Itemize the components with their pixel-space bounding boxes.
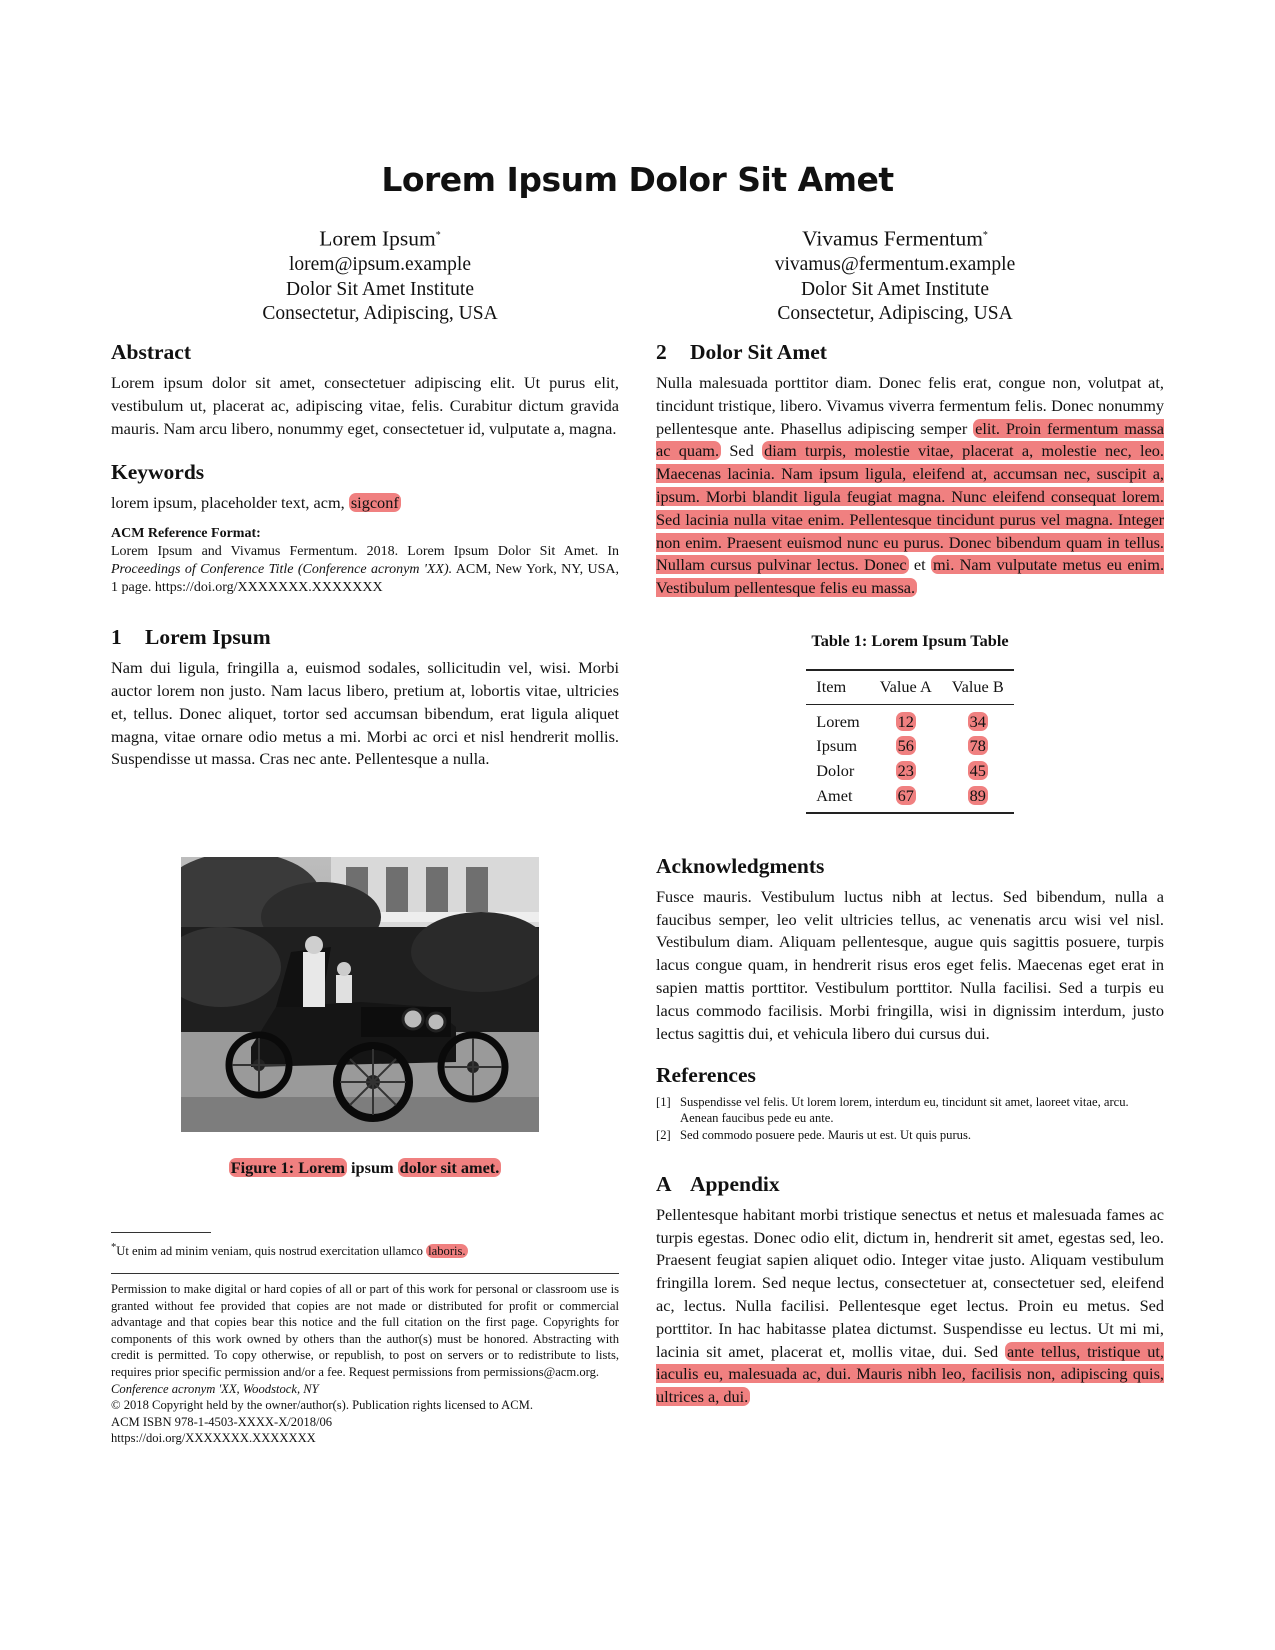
acm-ref-part: ACM, New York, NY, USA, 1 page. https://doi.org/XXXXXXX.XXXXXXX [111, 562, 619, 596]
figure-caption [111, 1157, 619, 1179]
table-header: Value A [879, 676, 932, 696]
acm-ref-heading: ACM Reference Format: [111, 526, 261, 542]
author-name: Vivamus Fermentum [802, 226, 983, 251]
section-2-heading [656, 338, 1164, 366]
author-block-2 [645, 224, 1145, 327]
right-column [656, 338, 1164, 1409]
keywords-list: lorem ipsum, placeholder text, acm, [111, 493, 345, 513]
footnote-text: Ut enim ad minim veniam, quis nostrud exercitation ullamco [116, 1244, 423, 1259]
author-institution: Dolor Sit Amet Institute [286, 278, 474, 300]
author-block-1 [130, 224, 630, 327]
table-cell: Amet [816, 785, 853, 805]
permission-rule [111, 1273, 619, 1274]
appendix-text [656, 1204, 1164, 1409]
table-cell-value: 89 [969, 785, 986, 805]
section-1-text: Nam dui ligula, fringilla a, euismod sodales, sollicitudin vel, wisi. Morbi auctor lorem non justo. Nam lacus libero, pretium at, lobortis vitae, ultricies et, tellus. Donec aliquet, tortor sed accumsan bibendum, erat ligula aliquet magna, vitae ornare odio metus a mi. Morbi ac orci et nisl hendrerit mollis. Suspendisse ut massa. Cras nec ante. Pellentesque a nulla. [111, 658, 619, 769]
table-cell: Ipsum [816, 736, 857, 756]
left-column [111, 338, 619, 771]
section-title: Dolor Sit Amet [690, 340, 827, 364]
table-row [806, 784, 1013, 813]
author-location: Consectetur, Adipiscing, USA [777, 303, 1013, 324]
caption-part-highlight: Figure 1: Lorem [230, 1158, 345, 1177]
table-cell-value: 78 [969, 736, 986, 756]
copyright-line: © 2018 Copyright held by the owner/author(s). Publication rights licensed to ACM. [111, 1398, 533, 1413]
author-mark: * [435, 230, 441, 241]
section-number: 1 [111, 625, 122, 650]
table-row [806, 704, 1013, 734]
table-row [806, 759, 1013, 784]
table-caption: Table 1: Lorem Ipsum Table [811, 630, 1009, 650]
footnote-highlight: laboris. [428, 1244, 466, 1259]
section-1-heading [111, 623, 619, 651]
acm-ref-part: Lorem Ipsum and Vivamus Fermentum. 2018. Lorem Ipsum Dolor Sit Amet. In [111, 544, 619, 560]
section-title: Appendix [690, 1171, 780, 1196]
data-table [806, 669, 1013, 814]
author-email: vivamus@fermentum.example [774, 254, 1016, 275]
abstract-heading: Abstract [111, 340, 192, 364]
acknowledgments-heading: Acknowledgments [656, 853, 825, 878]
author-mark: * [982, 230, 988, 241]
table-cell-value: 34 [969, 711, 986, 731]
reference-number: [2] [656, 1128, 671, 1143]
caption-part-highlight: dolor sit amet. [399, 1158, 500, 1177]
highlight-part: ante tellus, tristique ut, iaculis eu, malesuada ac, dui. Mauris nibh leo, facilisis non, adipiscing quis, ultrices a, dui. [656, 1341, 1164, 1407]
table-cell: Dolor [816, 761, 855, 781]
author-email: lorem@ipsum.example [288, 254, 472, 275]
reference-number: [1] [656, 1095, 671, 1110]
reference-item [656, 1128, 1164, 1144]
keywords-text [111, 492, 619, 515]
table-cell-value: 45 [969, 761, 986, 781]
doi-line: https://doi.org/XXXXXXX.XXXXXXX [111, 1431, 316, 1446]
appendix-heading [656, 1170, 1164, 1198]
text-part: Sed [729, 441, 754, 461]
section-2-text [656, 372, 1164, 600]
references-heading: References [656, 1063, 756, 1088]
abstract-text: Lorem ipsum dolor sit amet, consectetuer adipiscing elit. Ut purus elit, vestibulum ut, placerat ac, adipiscing vitae, felis. Curabitur dictum gravida mauris. Nam arcu libero, nonummy eget, consectetuer id, vulputate a, magna. [111, 373, 619, 438]
permission-text: Permission to make digital or hard copies of all or part of this work for personal or classroom use is granted without fee provided that copies are not made or distributed for profit or commercial advantage and that copies bear this notice and the full citation on the first page. Copyrights for components of this work owned by others than the author(s) must be honored. Abstracting with credit is permitted. To copy otherwise, or republish, to post on servers or to redistribute to lists, requires prior specific permission and/or a fee. Request permissions from permissions@acm.org. [111, 1282, 619, 1379]
table-header: Value B [951, 676, 1004, 696]
acm-ref-text [111, 543, 619, 597]
table-cell: Lorem [816, 711, 860, 731]
section-number: 2 [656, 340, 667, 364]
table-cell-value: 56 [897, 736, 914, 756]
author-name: Lorem Ipsum [319, 226, 436, 251]
isbn-line: ACM ISBN 978-1-4503-XXXX-X/2018/06 [111, 1414, 333, 1429]
reference-text: Sed commodo posuere pede. Mauris ut est. Ut quis purus. [680, 1128, 972, 1143]
acknowledgments-text: Fusce mauris. Vestibulum luctus nibh at lectus. Sed bibendum, nulla a faucibus semper, leo velit ultricies tellus, ac venenatis arcu wisi vel nisl. Vestibulum diam. Aliquam pellentesque, augue quis sagittis posuere, turpis lacus congue quam, in hendrerit risus eros eget felis. Maecenas eget erat in sapien mattis porttitor. Vestibulum porttitor. Nulla facilisi. Sed a turpis eu lacus commodo facilisis. Morbi fringilla, wisi in dignissim interdum, justo lectus sagittis dui, et vehicula libero dui cursus dui. [656, 886, 1164, 1043]
reference-text: Suspendisse vel felis. Ut lorem lorem, interdum eu, tincidunt sit amet, laoreet vitae, arcu. Aenean faucibus pede eu ante. [680, 1095, 1129, 1125]
author-location: Consectetur, Adipiscing, USA [262, 303, 498, 324]
text-part: Pellentesque habitant morbi tristique senectus et netus et malesuada fames ac turpis egestas. Donec odio elit, dictum in, hendrerit sit amet, egestas sed, leo. Praesent feugiat sapien aliquet odio. Integer vitae justo. Aliquam vestibulum fringilla lorem. Sed neque lectus, consectetuer at, consectetuer sed, eleifend ac, lectus. Nulla facilisi. Pellentesque eget lectus. Proin eu metus. Sed porttitor. In hac habitasse platea dictumst. Suspendisse eu lectus. Ut mi mi, lacinia sit amet, placerat et, mollis vitae, dui. Sed [656, 1204, 1164, 1361]
figure-photo [181, 857, 539, 1132]
table-cell-value: 67 [897, 785, 914, 805]
table-header-row [806, 670, 1013, 704]
author-institution: Dolor Sit Amet Institute [801, 278, 989, 300]
table-row [806, 734, 1013, 759]
table-cell-value: 12 [897, 711, 914, 731]
text-part: et [913, 555, 926, 575]
highlight-part: mi. Nam vulputate metus eu enim. Vestibulum pellentesque felis eu massa. [656, 555, 1165, 598]
section-title: Lorem Ipsum [145, 625, 271, 650]
keyword-highlight: sigconf [350, 493, 399, 513]
keywords-heading: Keywords [111, 460, 205, 485]
footnote-mark: * [111, 1242, 117, 1253]
reference-item [656, 1095, 1164, 1126]
footnote [111, 1240, 619, 1260]
conference-line: Conference acronym 'XX, Woodstock, NY [111, 1381, 319, 1396]
references-list [656, 1095, 1164, 1144]
highlight-part: elit. Proin fermentum massa ac quam. [656, 418, 1164, 461]
table-header: Item [816, 676, 847, 696]
section-number: A [656, 1171, 672, 1196]
footnote-rule [111, 1232, 211, 1233]
caption-part: ipsum [351, 1158, 394, 1177]
text-part: Nulla malesuada porttitor diam. Donec felis erat, congue non, volutpat at, tincidunt tristique, libero. Vivamus viverra fermentum felis. Donec nonummy pellentesque ante. Phasellus adipiscing semper [656, 373, 1164, 438]
permission-block [111, 1281, 619, 1447]
acm-ref-italic: Proceedings of Conference Title (Conference acronym 'XX). [111, 562, 453, 578]
highlight-part: diam turpis, molestie vitae, placerat a, molestie nec, leo. Maecenas lacinia. Nam ipsum ligula, eleifend at, accumsan nec, suscipit a, ipsum. Morbi blandit ligula feugiat magna. Nunc eleifend consequat lorem. Sed lacinia nulla vitae enim. Pellentesque tincidunt purus vel magna. Integer non enim. Praesent euismod nunc eu purus. Donec bibendum quam in tellus. Nullam cursus pulvinar lectus. Donec [656, 441, 1165, 575]
table-cell-value: 23 [897, 761, 914, 781]
vintage-car-image [181, 857, 539, 1132]
paper-title: Lorem Ipsum Dolor Sit Amet [381, 160, 894, 199]
